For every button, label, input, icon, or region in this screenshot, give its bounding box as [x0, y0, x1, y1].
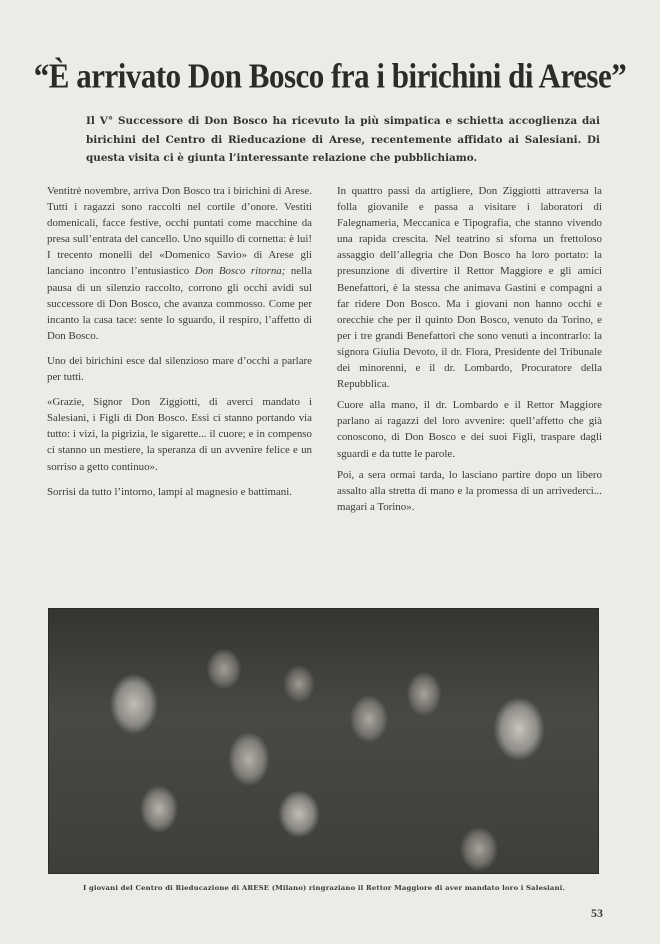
- left-paragraph-1: [47, 183, 312, 344]
- right-paragraph-3: Poi, a sera ormai tarda, lo lasciano partire dopo un libero assalto alla stretta di mano e la promessa di un arrivederci... magari a Torino».: [337, 468, 602, 513]
- right-paragraph-1: In quattro passi da artigliere, Don Ziggiotti attraversa la folla giovanile e passa a visitare i laboratori di Falegnameria, Meccanica e Tipografia, che stanno vivendo una rapida crescita. Nel teatrino si sforna un frettoloso assaggio dell’allegria che Don Bosco ha loro portato: la presunzione di divertire il Rettor Maggiore e gli amici Benefattori, è la stessa che animava Gastini e compagni a far ridere Don Bosco. Ma i giovani non hanno occhi e orecchie che per il quinto Don Bosco, venuto da Torino, e per i tre grandi Benefattori che sono venuti a incontrarlo: la signora Giulia Devoto, il dr. Flora, Presidente del Tribunale dei minorenni, e il dr. Lombardo, Procuratore della Repubblica.: [337, 185, 602, 391]
- photo-caption: I giovani del Centro di Rieducazione di ARESE (Milano) ringraziano il Rettor Maggiore di aver mandato loro i Salesiani.: [82, 884, 565, 892]
- page-number: 53: [591, 906, 603, 920]
- left-paragraph-2: Uno dei birichini esce dal silenzioso mare d’occhi a parlare per tutti.: [47, 354, 312, 384]
- crowd-photo: [48, 608, 599, 874]
- right-column: [337, 183, 602, 524]
- left-paragraph-1-text-b: nella pausa di un silenzio raccolto, corrono gli occhi avidi sul successore di Don Bosco, che avanza commosso. Come per incanto la casa tace: sente lo sguardo, il respiro, l’affetto di Don Bosco.: [47, 265, 312, 342]
- article-title: “È arrivato Don Bosco fra i birichini di Arese”: [33, 56, 627, 96]
- left-paragraph-3: «Grazie, Signor Don Ziggiotti, di averci mandato i Salesiani, i Figli di Don Bosco. Essi ci stanno portando via tutto: i vizi, la pigrizia, le sigarette... il cuore; e in compenso ci stanno un mestiere, la speranza di un avvenire felice e un sorriso a getto continuo».: [47, 396, 312, 473]
- left-paragraph-1-text-a: Ventitrè novembre, arriva Don Bosco tra i birichini di Arese. Tutti i ragazzi sono raccolti nel cortile d’onore. Vestiti domenicali, facce festive, occhi puntati come macchine da presa sull’entrata del cancello. Uno squillo di cornetta: è lui! I trecento monelli del «Domenico Savio» di Arese gli lanciano incontro l’entusiastico: [47, 185, 312, 278]
- left-column: [47, 183, 312, 509]
- article-intro: Il V° Successore di Don Bosco ha ricevuto la più simpatica e schietta accoglienza dai birichini del Centro di Rieducazione di Arese, recentemente affidato ai Salesiani. Di questa visita ci è giunta l’interessante relazione che pubblichiamo.: [86, 115, 600, 164]
- left-paragraph-4: Sorrisi da tutto l’intorno, lampi al magnesio e battimani.: [47, 485, 292, 498]
- right-paragraph-2: Cuore alla mano, il dr. Lombardo e il Rettor Maggiore parlano ai ragazzi del loro avvenire: quell’affetto che già conoscono, di Don Bosco e dei suoi Figli, traspare dagli sguardi e da tutte le parole.: [337, 399, 602, 460]
- left-paragraph-1-italic: Don Bosco ritorna;: [194, 265, 286, 278]
